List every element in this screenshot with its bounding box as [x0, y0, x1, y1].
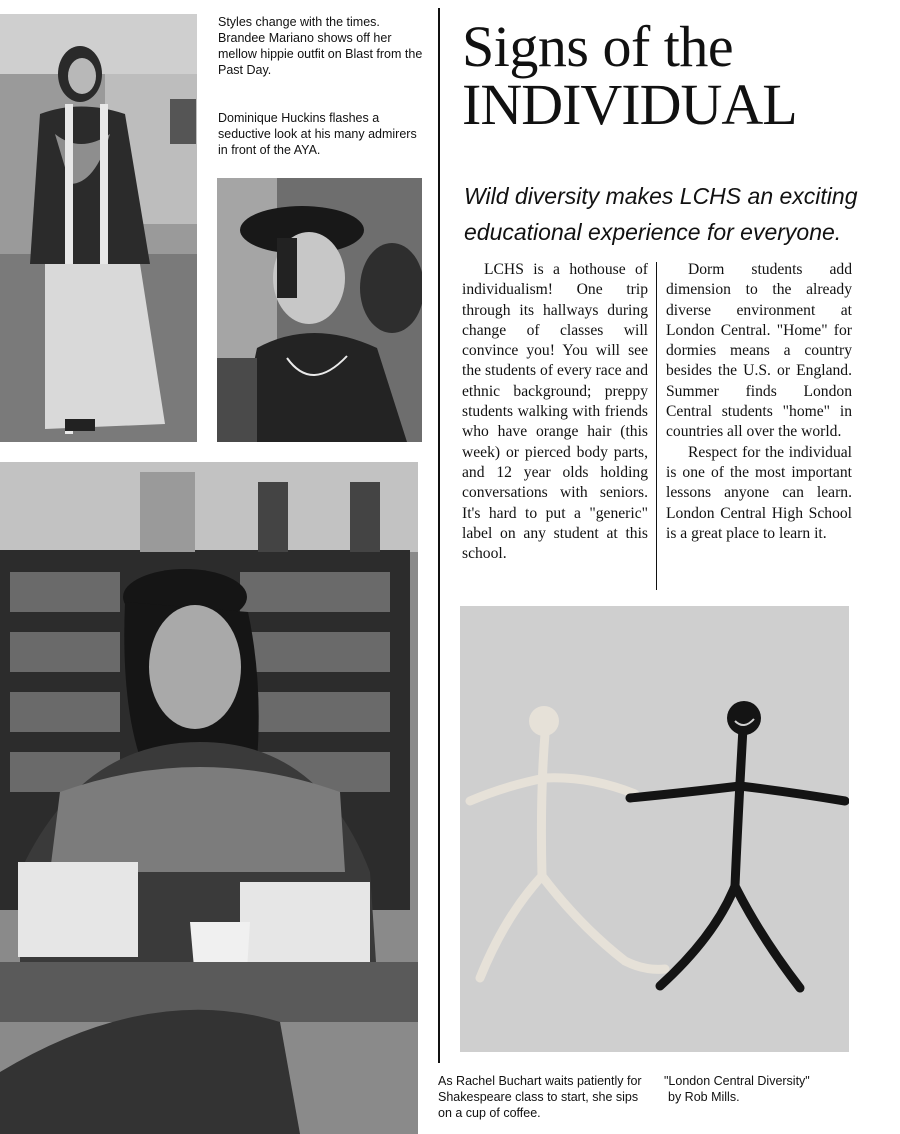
body-column-1	[462, 260, 648, 564]
photo-hippie-outfit	[0, 14, 197, 442]
photo-student-with-coffee	[0, 462, 418, 1134]
caption-artwork-title: "London Central Diversity"	[664, 1074, 810, 1088]
subheadline: Wild diversity makes LCHS an exciting educational experience for everyone.	[464, 183, 858, 245]
caption-beret-portrait: Dominique Huckins flashes a seductive look at his many admirers in front of the AYA.	[218, 111, 417, 157]
column-divider-rule	[656, 262, 657, 590]
photo-clay-figures-artwork	[460, 606, 849, 1052]
page-divider-rule	[438, 8, 440, 1063]
caption-coffee-student: As Rachel Buchart waits patiently for Shakespeare class to start, she sips on a cup of coffee.	[438, 1074, 642, 1120]
body-paragraph: Dorm students add dimension to the already diverse environment at London Central. "Home" for dormies means a country besides the U.S. or England. Summer finds London Central students "home" in countries all over the world.	[666, 261, 852, 441]
headline-line-1: Signs of the	[462, 14, 734, 79]
headline	[462, 14, 882, 137]
body-column-2	[666, 260, 852, 544]
photo-beret-portrait	[217, 178, 422, 442]
body-paragraph: LCHS is a hothouse of individualism! One trip through its hallways during change of classes will convince you! You will see the students of every race and ethnic background; preppy students walking with friends who have orange hair (this week) or pierced body parts, and 12 year olds holding conversations with seniors. It's hard to put a "generic" label on any student at this school.	[462, 261, 648, 563]
caption-hippie-outfit: Styles change with the times. Brandee Mariano shows off her mellow hippie outfit on Blast from the Past Day.	[218, 15, 423, 77]
headline-line-2: INDIVIDUAL	[462, 72, 797, 137]
body-paragraph: Respect for the individual is one of the most important lessons anyone can learn. London Central High School is a great place to learn it.	[666, 443, 852, 542]
caption-artwork-credit: by Rob Mills.	[668, 1090, 740, 1104]
